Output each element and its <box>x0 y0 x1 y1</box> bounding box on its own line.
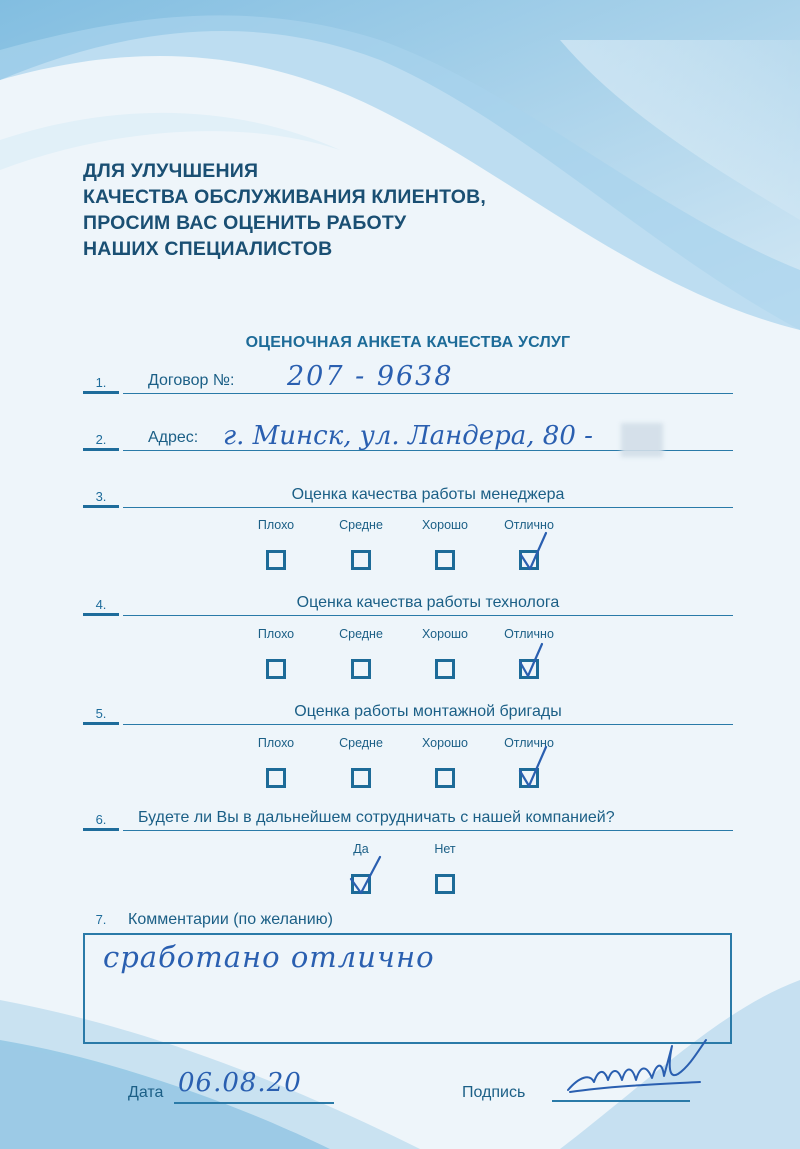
heading-line: ПРОСИМ ВАС ОЦЕНИТЬ РАБОТУ <box>83 212 407 234</box>
address-label: Адрес: <box>148 429 199 446</box>
option-label: Средне <box>339 518 383 532</box>
form-title: ОЦЕНОЧНАЯ АНКЕТА КАЧЕСТВА УСЛУГ <box>245 334 571 351</box>
option-label: Плохо <box>257 736 295 750</box>
date-label: Дата <box>128 1084 164 1101</box>
checkmark-icon <box>516 640 550 686</box>
question-technologist <box>83 588 733 616</box>
comments-label: Комментарии (по желанию) <box>128 911 333 928</box>
question-cooperation <box>83 803 733 831</box>
option-poor <box>241 736 311 788</box>
rating-options-manager <box>0 518 800 578</box>
checkbox-checked[interactable] <box>519 768 539 788</box>
option-no <box>410 842 480 894</box>
question-installers <box>83 697 733 725</box>
checkbox-checked[interactable] <box>519 550 539 570</box>
checkmark-icon <box>348 855 382 901</box>
redacted-area <box>621 423 663 457</box>
option-label: Хорошо <box>421 627 469 641</box>
checkbox[interactable] <box>435 550 455 570</box>
item-number: 7. <box>95 912 107 927</box>
entry-line <box>123 507 733 509</box>
option-label: Плохо <box>257 627 295 641</box>
option-poor <box>241 627 311 679</box>
option-label: Средне <box>339 627 383 641</box>
option-label: Отлично <box>504 518 554 532</box>
option-excellent <box>494 518 564 570</box>
answer-options-cooperation <box>0 842 800 902</box>
question-label: Будете ли Вы в дальнейшем сотрудничать с нашей компанией? <box>138 809 615 826</box>
contract-number-field[interactable]: 207 - 9638 <box>287 361 454 392</box>
number-underline <box>83 448 119 451</box>
entry-line <box>123 724 733 726</box>
item-number: 2. <box>95 432 107 447</box>
question-manager <box>83 480 733 508</box>
entry-line <box>123 615 733 617</box>
checkmark-icon <box>516 749 550 795</box>
signature-line <box>552 1100 690 1102</box>
number-underline <box>83 505 119 508</box>
signature-drawing[interactable] <box>560 1038 710 1100</box>
item-number: 5. <box>95 706 107 721</box>
address-row <box>83 423 733 451</box>
entry-line <box>123 830 733 832</box>
number-underline <box>83 722 119 725</box>
checkmark-icon <box>516 531 550 577</box>
number-underline <box>83 828 119 831</box>
option-yes <box>326 842 396 894</box>
page-heading <box>83 158 486 262</box>
comments-box[interactable] <box>83 933 732 1044</box>
signature-label: Подпись <box>462 1084 526 1101</box>
option-label: Хорошо <box>421 518 469 532</box>
checkbox[interactable] <box>266 550 286 570</box>
entry-line <box>123 393 733 395</box>
option-label: Плохо <box>257 518 295 532</box>
option-excellent <box>494 627 564 679</box>
checkbox-checked[interactable] <box>519 659 539 679</box>
checkbox[interactable] <box>351 659 371 679</box>
checkbox[interactable] <box>266 659 286 679</box>
question-label: Оценка качества работы технолога <box>296 594 560 611</box>
option-label: Хорошо <box>421 736 469 750</box>
checkbox[interactable] <box>266 768 286 788</box>
checkbox[interactable] <box>435 659 455 679</box>
item-number: 6. <box>95 812 107 827</box>
contract-row <box>83 361 733 394</box>
option-good <box>410 736 480 788</box>
option-poor <box>241 518 311 570</box>
checkbox[interactable] <box>435 874 455 894</box>
option-label: Отлично <box>504 736 554 750</box>
question-label: Оценка работы монтажной бригады <box>294 703 562 720</box>
option-label: Нет <box>434 842 456 856</box>
option-good <box>410 518 480 570</box>
question-label: Оценка качества работы менеджера <box>291 486 565 503</box>
contract-label: Договор №: <box>148 372 235 389</box>
option-label: Отлично <box>504 627 554 641</box>
option-average <box>326 736 396 788</box>
heading-line: ДЛЯ УЛУЧШЕНИЯ <box>83 160 259 182</box>
checkbox[interactable] <box>351 550 371 570</box>
date-field[interactable]: 06.08.20 <box>178 1068 302 1098</box>
item-number: 4. <box>95 597 107 612</box>
option-good <box>410 627 480 679</box>
option-average <box>326 627 396 679</box>
comments-row <box>83 905 733 931</box>
item-number: 3. <box>95 489 107 504</box>
heading-line: КАЧЕСТВА ОБСЛУЖИВАНИЯ КЛИЕНТОВ, <box>83 186 487 208</box>
checkbox[interactable] <box>351 768 371 788</box>
date-line <box>174 1102 334 1104</box>
checkbox[interactable] <box>435 768 455 788</box>
number-underline <box>83 391 119 394</box>
rating-options-technologist <box>0 627 800 687</box>
option-average <box>326 518 396 570</box>
comments-text: сработано отлично <box>103 940 435 974</box>
address-field[interactable]: г. Минск, ул. Ландера, 80 - <box>223 421 593 451</box>
number-underline <box>83 613 119 616</box>
heading-line: НАШИХ СПЕЦИАЛИСТОВ <box>83 238 333 260</box>
option-label: Да <box>353 842 369 856</box>
item-number: 1. <box>95 375 107 390</box>
option-excellent <box>494 736 564 788</box>
rating-options-installers <box>0 736 800 796</box>
option-label: Средне <box>339 736 383 750</box>
checkbox-checked[interactable] <box>351 874 371 894</box>
